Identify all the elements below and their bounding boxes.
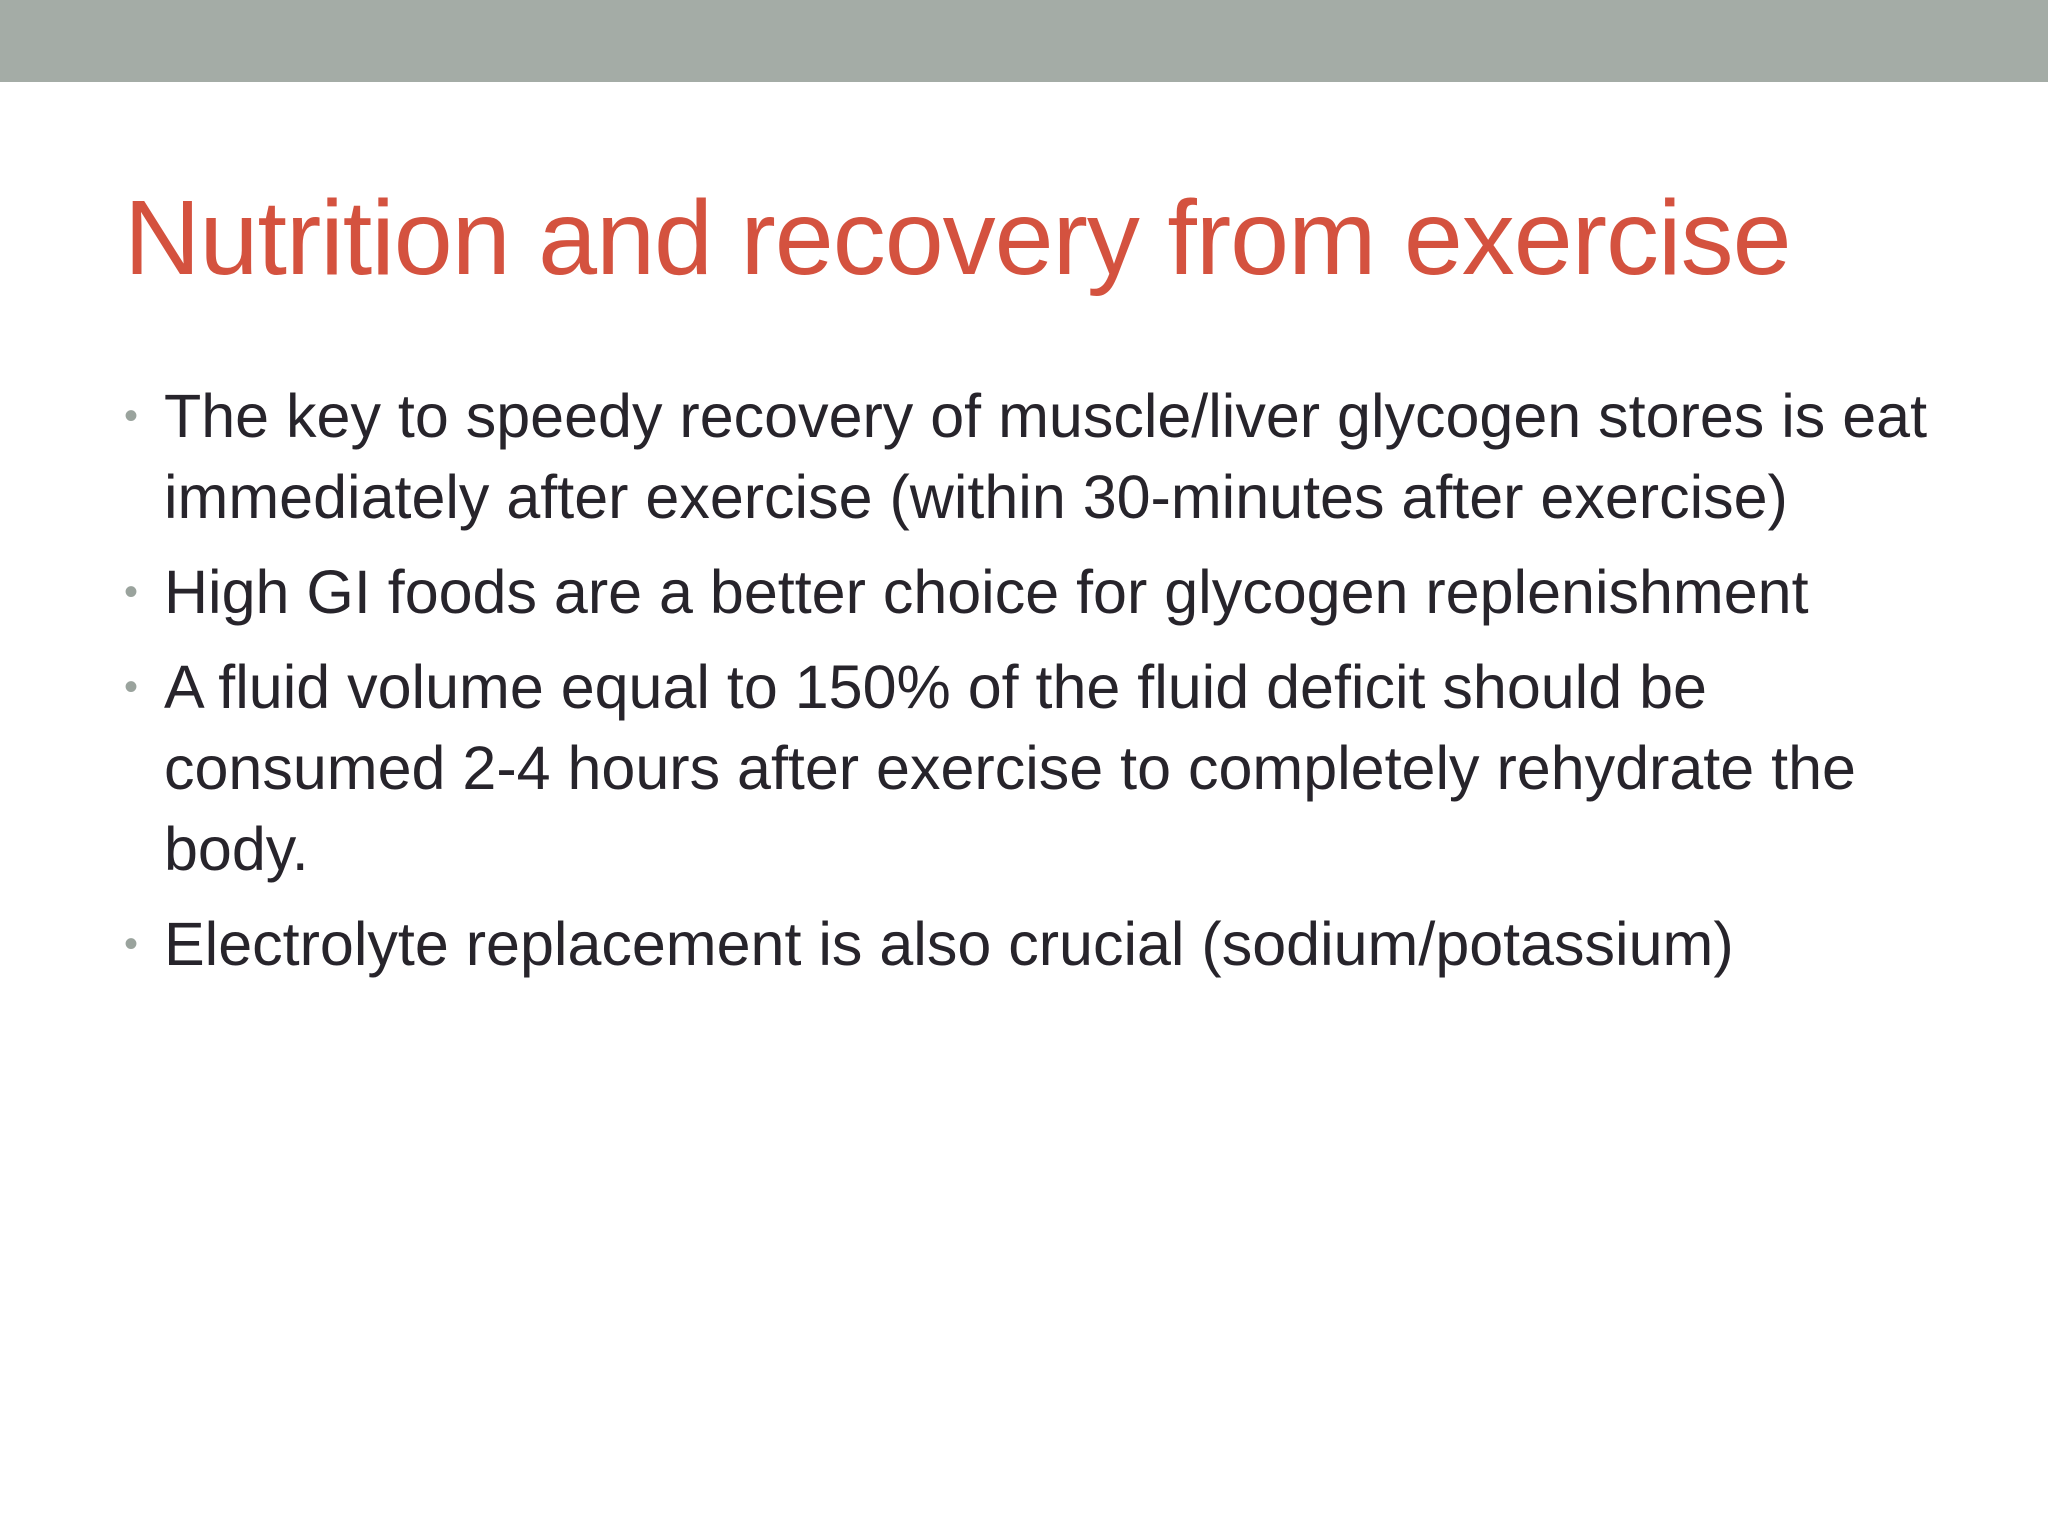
bullet-text: The key to speedy recovery of muscle/liver glycogen stores is eat immediately after exercise (within 30-minutes after exercise) [164, 382, 1928, 531]
bullet-item [124, 647, 1944, 890]
top-accent-bar [0, 0, 2048, 82]
bullet-item [124, 376, 1944, 538]
bullet-item [124, 904, 1944, 985]
bullet-text: Electrolyte replacement is also crucial (sodium/potassium) [164, 910, 1734, 978]
bullet-marker: • [124, 922, 139, 966]
bullet-marker: • [124, 394, 139, 438]
bullet-text: A fluid volume equal to 150% of the fluid deficit should be consumed 2-4 hours after exercise to completely rehydrate the body. [164, 653, 1856, 883]
bullet-item [124, 552, 1944, 633]
bullet-marker: • [124, 570, 139, 614]
slide-title: Nutrition and recovery from exercise [124, 179, 1791, 297]
bullet-marker: • [124, 665, 139, 709]
bullet-list [124, 376, 1944, 999]
bullet-text: High GI foods are a better choice for glycogen replenishment [164, 558, 1809, 626]
